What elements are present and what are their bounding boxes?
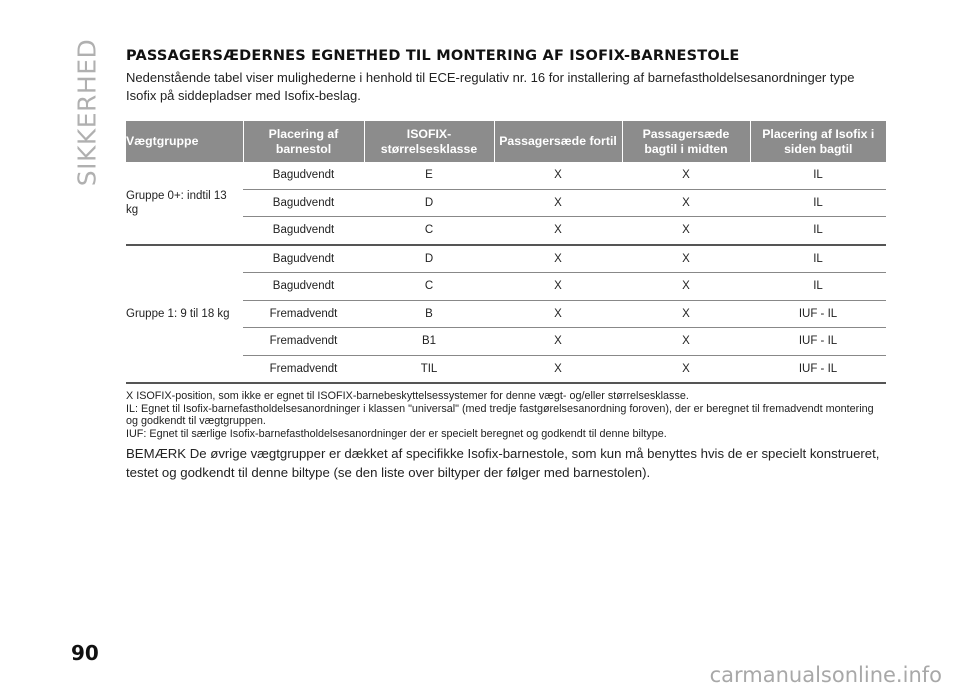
table-row <box>126 245 886 273</box>
cell-rear-middle: X <box>622 273 750 301</box>
cell-rear-middle: X <box>622 162 750 189</box>
cell-rear-middle: X <box>622 328 750 356</box>
cell-front-passenger: X <box>494 217 622 245</box>
watermark: carmanualsonline.info <box>709 663 942 687</box>
cell-rear-side: IUF - IL <box>750 300 886 328</box>
cell-rear-side: IL <box>750 217 886 245</box>
page-content <box>126 47 886 495</box>
cell-placement: Bagudvendt <box>243 162 364 189</box>
cell-front-passenger: X <box>494 245 622 273</box>
cell-front-passenger: X <box>494 300 622 328</box>
isofix-table <box>126 121 886 384</box>
page-title: PASSAGERSÆDERNES EGNETHED TIL MONTERING AF ISOFIX-BARNESTOLE <box>126 48 740 64</box>
cell-rear-middle: X <box>622 300 750 328</box>
cell-front-passenger: X <box>494 273 622 301</box>
cell-placement: Bagudvendt <box>243 273 364 301</box>
cell-front-passenger: X <box>494 328 622 356</box>
cell-rear-side: IL <box>750 162 886 189</box>
header-rear-middle: Passagersæde bagtil i midten <box>622 121 750 162</box>
cell-weight-group: Gruppe 1: 9 til 18 kg <box>126 245 243 384</box>
cell-size-class: D <box>364 245 494 273</box>
cell-front-passenger: X <box>494 162 622 189</box>
table-row <box>126 162 886 189</box>
cell-placement: Fremadvendt <box>243 328 364 356</box>
note-iuf: IUF: Egnet til særlige Isofix-barnefastholdelsesanordninger der er specielt beregnet og godkendt til denne biltype. <box>126 427 667 440</box>
cell-size-class: C <box>364 217 494 245</box>
remark-paragraph: BEMÆRK De øvrige vægtgrupper er dækket af specifikke Isofix-barnestole, som kun må benyttes hvis de er specielt konstrueret, testet og godkendt til denne biltype (se den liste over biltyper der følger med barnestolen). <box>126 446 880 480</box>
cell-size-class: E <box>364 162 494 189</box>
cell-rear-side: IUF - IL <box>750 328 886 356</box>
note-il: IL: Egnet til Isofix-barnefastholdelsesanordninger i klassen "universal" (med tredje fastgørelsesanordning foroven), der er beregnet til fremadvendt montering og godkendt til vægtgruppen. <box>126 402 874 427</box>
cell-rear-middle: X <box>622 245 750 273</box>
cell-placement: Bagudvendt <box>243 217 364 245</box>
cell-placement: Fremadvendt <box>243 355 364 383</box>
cell-rear-middle: X <box>622 217 750 245</box>
header-rear-side: Placering af Isofix i siden bagtil <box>750 121 886 162</box>
header-size-class: ISOFIX-størrelsesklasse <box>364 121 494 162</box>
cell-rear-side: IL <box>750 189 886 217</box>
header-seat-placement: Placering af barnestol <box>243 121 364 162</box>
cell-rear-middle: X <box>622 189 750 217</box>
cell-rear-middle: X <box>622 355 750 383</box>
note-x: X ISOFIX-position, som ikke er egnet til ISOFIX-barnebeskyttelsessystemer for denne vægt- og/eller størrelsesklasse. <box>126 390 689 402</box>
header-front-passenger: Passagersæde fortil <box>494 121 622 162</box>
cell-size-class: TIL <box>364 355 494 383</box>
header-weight-group: Vægtgruppe <box>126 121 243 162</box>
table-body <box>126 162 886 383</box>
cell-rear-side: IL <box>750 273 886 301</box>
section-side-label <box>70 38 104 187</box>
cell-rear-side: IL <box>750 245 886 273</box>
cell-size-class: B1 <box>364 328 494 356</box>
cell-rear-side: IUF - IL <box>750 355 886 383</box>
table-header <box>126 121 886 162</box>
cell-size-class: D <box>364 189 494 217</box>
cell-weight-group: Gruppe 0+: indtil 13 kg <box>126 162 243 245</box>
cell-size-class: C <box>364 273 494 301</box>
intro-paragraph: Nedenstående tabel viser mulighederne i henhold til ECE-regulativ nr. 16 for installering af barnefastholdelsesanordninger type Isofix på siddepladser med Isofix-beslag. <box>126 70 855 103</box>
section-side-label-text: SIKKERHED <box>72 38 102 187</box>
legend-notes <box>126 390 886 440</box>
cell-placement: Fremadvendt <box>243 300 364 328</box>
cell-front-passenger: X <box>494 355 622 383</box>
cell-placement: Bagudvendt <box>243 245 364 273</box>
cell-front-passenger: X <box>494 189 622 217</box>
cell-size-class: B <box>364 300 494 328</box>
page-number: 90 <box>71 641 99 665</box>
cell-placement: Bagudvendt <box>243 189 364 217</box>
